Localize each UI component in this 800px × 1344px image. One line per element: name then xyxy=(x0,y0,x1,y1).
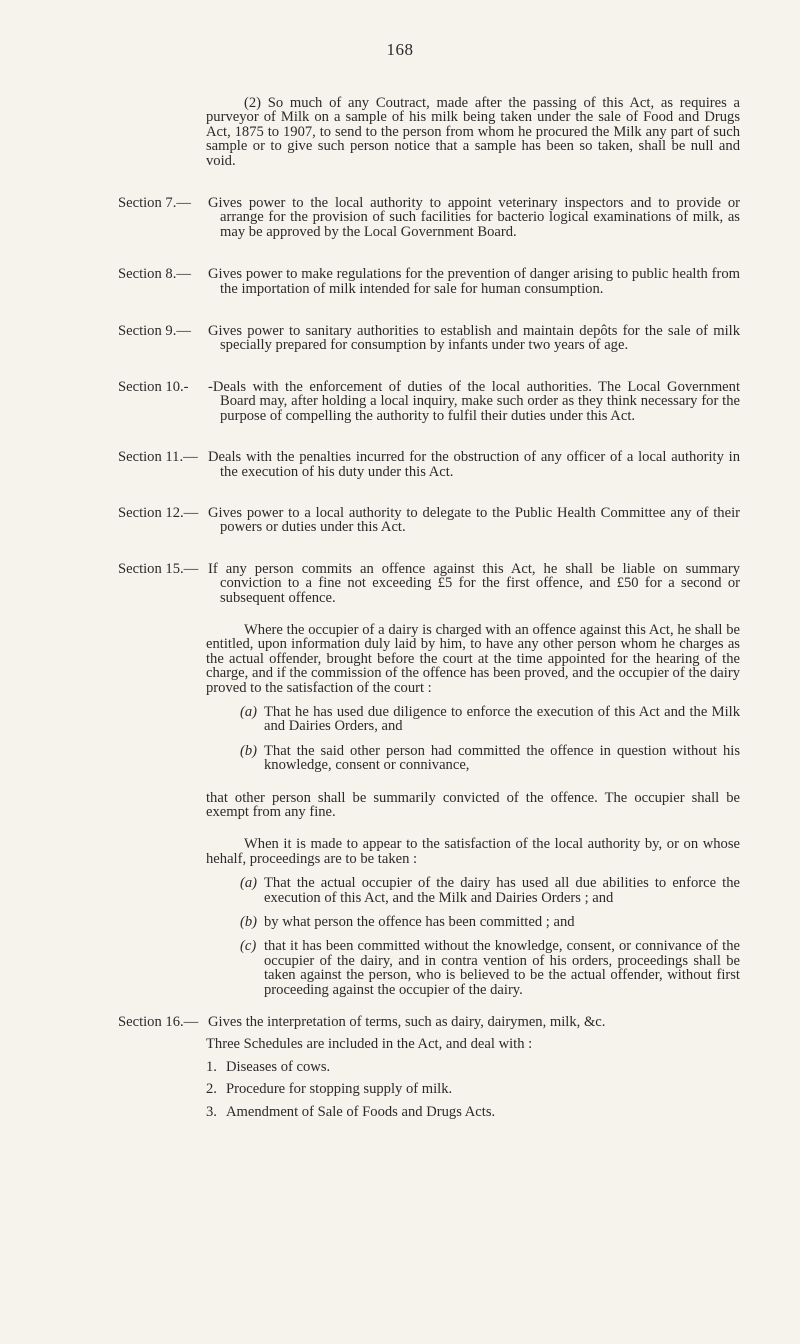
list-item-text: That the said other person had committed the offence in question without his knowledge, consent or connivance, xyxy=(264,742,740,774)
section-10-text: -Deals with the enforcement of duties of the local authorities. The Local Government Board may, after holding a local inquiry, make such order as they think necessary for the purpose of compelling the authority to fulfil their duties under this Act. xyxy=(208,378,740,424)
section-12 xyxy=(118,506,740,535)
section-7-label: Section 7.— xyxy=(118,195,191,212)
section-16-text: Gives the interpretation of terms, such as dairy, dairymen, milk, &c. xyxy=(208,1014,606,1031)
list-item-text: by what person the offence has been committed ; and xyxy=(264,914,575,931)
document-body xyxy=(118,96,740,1119)
section-10 xyxy=(118,380,740,423)
schedules-list xyxy=(206,1060,740,1119)
section-11-label: Section 11.— xyxy=(118,449,198,466)
local-authority-paragraph: When it is made to appear to the satisfaction of the local authority by, or on whose hehalf, proceedings are to be taken : xyxy=(206,836,740,867)
list-item xyxy=(206,1082,740,1096)
section-9-label: Section 9.— xyxy=(118,323,191,340)
section-8-label: Section 8.— xyxy=(118,266,191,283)
section-15-text: If any person commits an offence against this Act, he shall be liable on summary conviction to a fine not exceeding £5 for the first offence, and £50 for a second or subsequent offence. xyxy=(208,560,740,606)
section-16-label: Section 16.— xyxy=(118,1014,199,1031)
section-15-details xyxy=(206,623,740,997)
section-7-text: Gives power to the local authority to appoint veterinary inspectors and to provide or arrange for the provision of such facilities for bacterio logical examinations of milk, as may be approved by the Local Government Board. xyxy=(208,195,740,240)
list-item xyxy=(240,939,740,997)
schedule-number: 2. xyxy=(206,1081,217,1098)
schedules-intro: Three Schedules are included in the Act, and deal with : xyxy=(206,1036,533,1053)
section-9-text: Gives power to sanitary authorities to establish and maintain depôts for the sale of milk specially prepared for consumption by infants under two years of age. xyxy=(208,323,740,354)
section-7 xyxy=(118,196,740,239)
list-item-text: That he has used due diligence to enforce the execution of this Act and the Milk and Dairies Orders, and xyxy=(264,703,740,735)
list-item xyxy=(240,744,740,773)
schedule-number: 3. xyxy=(206,1103,217,1120)
list-item xyxy=(206,1060,740,1074)
list-item-label: (b) xyxy=(240,914,258,931)
section-12-label: Section 12.— xyxy=(118,504,199,521)
schedule-text: Diseases of cows. xyxy=(226,1058,331,1075)
list-item-text: That the actual occupier of the dairy has used all due abilities to enforce the execution of this Act, and the Milk and Dairies Orders ; and xyxy=(264,875,740,906)
section-12-text: Gives power to a local authority to delegate to the Public Health Committee any of their powers or duties under this Act. xyxy=(208,504,740,536)
section-9 xyxy=(118,324,740,353)
section-11 xyxy=(118,450,740,479)
list-item-label: (b) xyxy=(240,742,258,759)
occupier-paragraph: Where the occupier of a dairy is charged with an offence against this Act, he shall be entitled, upon information duly laid by him, to have any other person whom he charges as the actual offender, brought before the court at the time appointed for the hearing of the charge, and if the commission of the offence has been proved, and the occupier of the dairy proved to the satisfaction of the court : xyxy=(206,621,740,696)
list-item-label: (a) xyxy=(240,875,258,892)
list-item xyxy=(240,915,740,929)
list-item xyxy=(240,705,740,734)
section-15 xyxy=(118,562,740,605)
list-item-label: (c) xyxy=(240,938,257,955)
page-number: 168 xyxy=(386,40,414,59)
section-10-label: Section 10.- xyxy=(118,378,189,395)
section-16 xyxy=(118,1015,740,1029)
list-item-label: (a) xyxy=(240,703,258,720)
schedule-number: 1. xyxy=(206,1058,217,1075)
section-11-text: Deals with the penalties incurred for the obstruction of any officer of a local authority in the execution of his duty under this Act. xyxy=(208,449,740,480)
summary-paragraph: that other person shall be summarily convicted of the offence. The occupier shall be exempt from any fine. xyxy=(206,789,740,820)
intro-paragraph: (2) So much of any Coutract, made after the passing of this Act, as requires a purveyor of Milk on a sample of his milk being taken under the sale of Food and Drugs Act, 1875 to 1907, to send to the person from whom he procured the Milk any part of such sample or to give such person notice that a sample has been so taken, shall be null and void. xyxy=(206,95,740,169)
section-8 xyxy=(118,267,740,296)
section-8-text: Gives power to make regulations for the prevention of danger arising to public health from the importation of milk intended for sale for human consumption. xyxy=(208,266,740,297)
section-15-label: Section 15.— xyxy=(118,560,199,577)
schedule-text: Amendment of Sale of Foods and Drugs Acts. xyxy=(226,1103,496,1120)
list-item-text: that it has been committed without the knowledge, consent, or connivance of the occupier of the dairy, and in contra vention of his orders, proceedings shall be taken against the person, who is believed to be the actual offender, without first proceeding against the occupier of the dairy. xyxy=(264,938,740,998)
list-item xyxy=(206,1105,740,1119)
list-item xyxy=(240,876,740,905)
schedule-text: Procedure for stopping supply of milk. xyxy=(226,1081,453,1098)
